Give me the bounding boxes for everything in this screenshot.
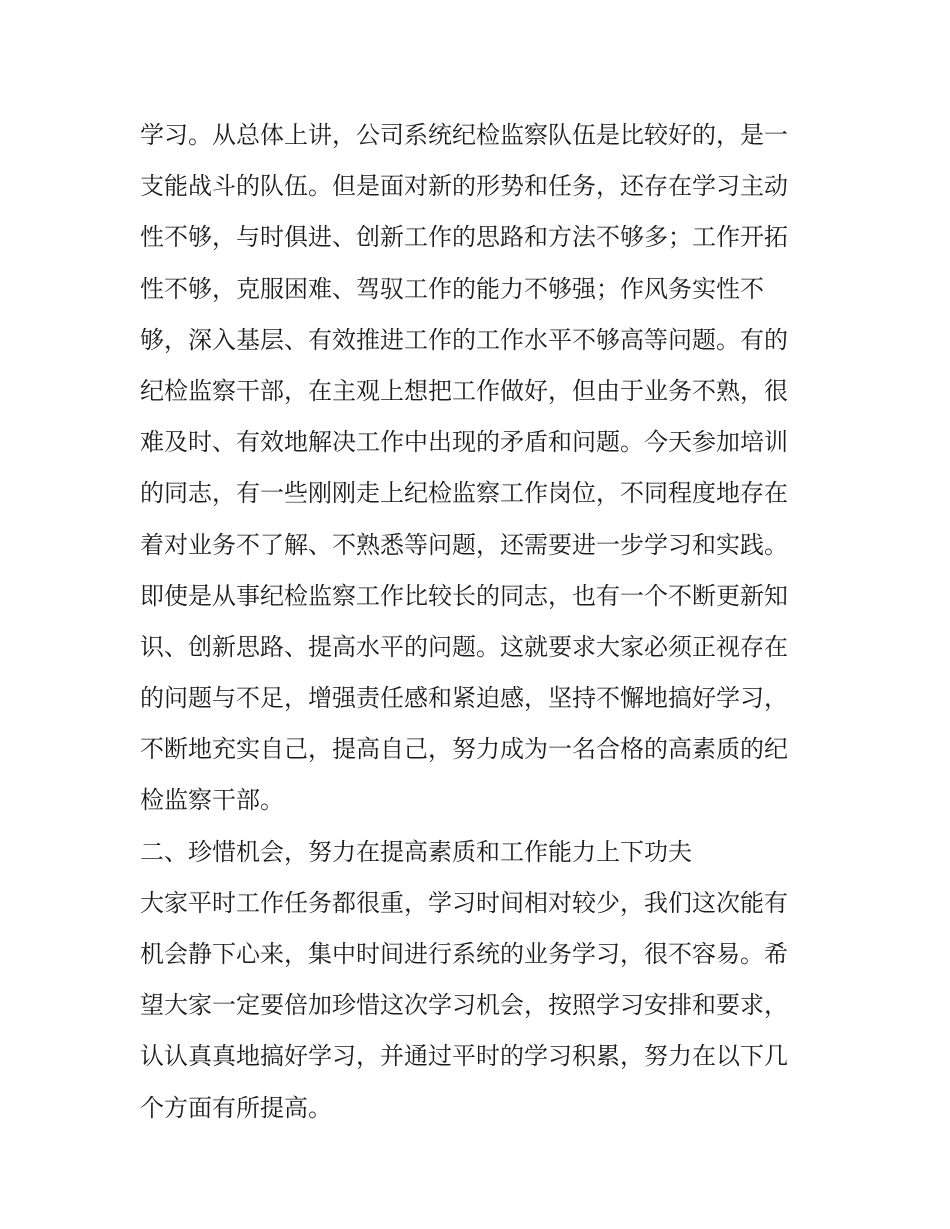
text-line: 识、创新思路、提高水平的问题。这就要求大家必须正视存在 bbox=[140, 632, 788, 661]
text-line: 望大家一定要倍加珍惜这次学习机会，按照学习安排和要求， bbox=[140, 991, 788, 1020]
text-line: 性不够，克服困难、驾驭工作的能力不够强；作风务实性不 bbox=[140, 274, 764, 303]
text-line: 着对业务不了解、不熟悉等问题，还需要进一步学习和实践。 bbox=[140, 530, 788, 559]
document-body bbox=[140, 110, 820, 1134]
text-line: 不断地充实自己，提高自己，努力成为一名合格的高素质的纪 bbox=[140, 735, 788, 764]
text-line: 够，深入基层、有效推进工作的工作水平不够高等问题。有的 bbox=[140, 325, 788, 354]
text-line: 机会静下心来，集中时间进行系统的业务学习，很不容易。希 bbox=[140, 940, 788, 968]
text-line: 检监察干部。 bbox=[140, 786, 284, 815]
text-line: 的同志，有一些刚刚走上纪检监察工作岗位，不同程度地存在 bbox=[140, 479, 788, 508]
text-line: 认认真真地搞好学习，并通过平时的学习积累，努力在以下几 bbox=[140, 1042, 788, 1071]
text-line: 难及时、有效地解决工作中出现的矛盾和问题。今天参加培训 bbox=[140, 428, 788, 457]
text-line: 即使是从事纪检监察工作比较长的同志，也有一个不断更新知 bbox=[140, 581, 788, 610]
text-line: 支能战斗的队伍。但是面对新的形势和任务，还存在学习主动 bbox=[140, 172, 788, 201]
text-line: 大家平时工作任务都很重，学习时间相对较少，我们这次能有 bbox=[140, 888, 788, 917]
text-line: 纪检监察干部，在主观上想把工作做好，但由于业务不熟，很 bbox=[140, 376, 788, 405]
text-line: 学习。从总体上讲，公司系统纪检监察队伍是比较好的，是一 bbox=[140, 121, 788, 149]
text-line: 的问题与不足，增强责任感和紧迫感，坚持不懈地搞好学习， bbox=[140, 684, 788, 713]
text-line: 性不够，与时俱进、创新工作的思路和方法不够多；工作开拓 bbox=[140, 223, 788, 252]
section-heading: 二、珍惜机会，努力在提高素质和工作能力上下功夫 bbox=[140, 837, 692, 866]
text-line: 个方面有所提高。 bbox=[140, 1093, 332, 1122]
